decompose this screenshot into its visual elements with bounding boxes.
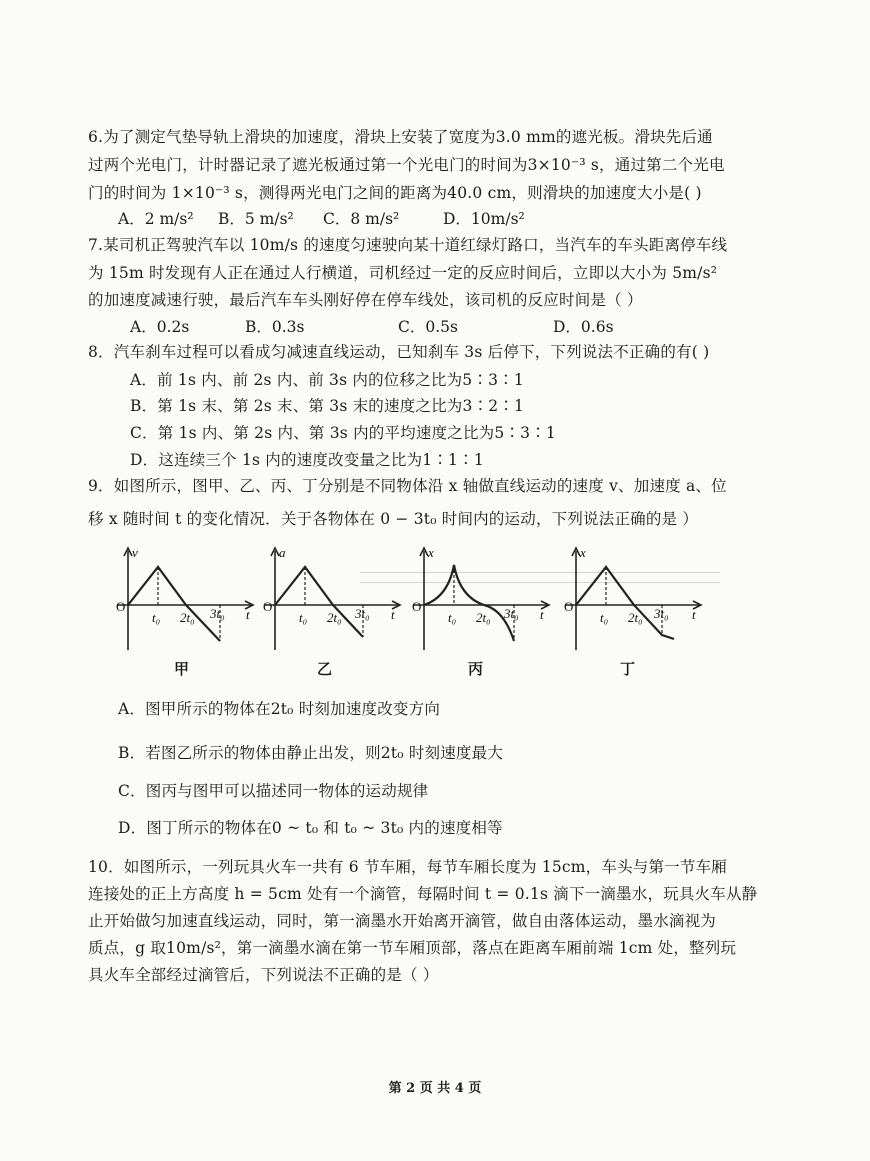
q7-option-d[interactable]: D．0.6s: [553, 318, 614, 336]
curve: [576, 567, 674, 639]
q9-option-d[interactable]: D．图丁所示的物体在0 ~ t₀ 和 t₀ ~ 3t₀ 内的速度相等: [118, 819, 503, 837]
q6-option-a[interactable]: A．2 m/s²: [118, 210, 194, 228]
q10-line-1: 10．如图所示，一列玩具火车一共有 6 节车厢，每节车厢长度为 15cm，车头与第一节车厢: [88, 858, 727, 876]
curve: [128, 567, 220, 641]
q6-option-c[interactable]: C．8 m/s²: [323, 210, 400, 228]
q9-line-1: 9．如图所示，图甲、乙、丙、丁分别是不同物体沿 x 轴做直线运动的速度 v、加速度 a、位: [88, 477, 727, 495]
graph-jia: [108, 545, 258, 655]
q9-option-a[interactable]: A．图甲所示的物体在2t₀ 时刻加速度改变方向: [118, 700, 441, 718]
graph-ding: [556, 545, 706, 655]
graph-caption-ding: 丁: [620, 660, 636, 678]
q6-option-d[interactable]: D．10m/s²: [443, 210, 525, 228]
q10-line-2: 连接处的正上方高度 h = 5cm 处有一个滴管，每隔时间 t = 0.1s 滴下一滴墨水，玩具火车从静: [88, 885, 758, 903]
tick-3t0: 3t₀: [355, 606, 370, 621]
q6-line-1: 6.为了测定气垫导轨上滑块的加速度，滑块上安装了宽度为3.0 mm的遮光板。滑块先后通: [88, 128, 713, 146]
curve: [424, 565, 514, 641]
tick-t0: t₀: [600, 610, 609, 625]
graph-bing: [404, 545, 554, 655]
t-label: t: [391, 607, 395, 622]
q10-line-4: 质点，g 取10m/s²，第一滴墨水滴在第一节车厢顶部，落点在距离车厢前端 1cm 处，整列玩: [88, 939, 737, 957]
q8-option-b[interactable]: B．第 1s 末、第 2s 末、第 3s 末的速度之比为3∶2∶1: [130, 397, 525, 415]
q8-option-d[interactable]: D．这连续三个 1s 内的速度改变量之比为1∶1∶1: [130, 451, 484, 469]
tick-2t0: 2t₀: [327, 610, 342, 625]
page-footer: 第 2 页 共 4 页: [388, 1081, 482, 1096]
q8-option-c[interactable]: C．第 1s 内、第 2s 内、第 3s 内的平均速度之比为5∶3∶1: [130, 424, 556, 442]
tick-3t0: 3t₀: [210, 606, 225, 621]
t-label: t: [540, 607, 544, 622]
tick-t0: t₀: [448, 610, 457, 625]
q7-line-3: 的加速度减速行驶，最后汽车车头刚好停在停车线处，该司机的反应时间是（ ）: [88, 291, 643, 309]
graph-ylabel: v: [132, 545, 138, 560]
q7-line-1: 7.某司机正驾驶汽车以 10m/s 的速度匀速驶向某十道红绿灯路口，当汽车的车头距离停车线: [88, 236, 728, 254]
graph-caption-yi: 乙: [317, 660, 333, 678]
q8-stem: 8．汽车刹车过程可以看成匀减速直线运动，已知刹车 3s 后停下，下列说法不正确的有( ): [88, 343, 710, 361]
graph-ylabel: a: [279, 545, 286, 560]
graph-ylabel: x: [428, 545, 434, 560]
origin-label: O: [564, 599, 574, 614]
q6-line-2: 过两个光电门，计时器记录了遮光板通过第一个光电门的时间为3×10⁻³ s，通过第二个光电: [88, 156, 725, 174]
q8-option-a[interactable]: A．前 1s 内、前 2s 内、前 3s 内的位移之比为5∶3∶1: [130, 371, 524, 389]
q9-option-c[interactable]: C．图丙与图甲可以描述同一物体的运动规律: [118, 782, 429, 800]
tick-t0: t₀: [152, 610, 161, 625]
tick-t0: t₀: [299, 610, 308, 625]
curve: [275, 567, 363, 637]
q9-option-b[interactable]: B．若图乙所示的物体由静止出发，则2t₀ 时刻速度最大: [118, 744, 504, 762]
q10-line-3: 止开始做匀加速直线运动，同时，第一滴墨水开始离开滴管，做自由落体运动，墨水滴视为: [88, 912, 717, 930]
origin-label: O: [116, 599, 126, 614]
t-label: t: [246, 607, 250, 622]
origin-label: O: [263, 599, 273, 614]
q9-line-2: 移 x 随时间 t 的变化情况．关于各物体在 0 − 3t₀ 时间内的运动，下列说法正确的是 ）: [88, 510, 699, 528]
q10-line-5: 具火车全部经过滴管后，下列说法不正确的是（ ）: [88, 966, 439, 984]
tick-2t0: 2t₀: [628, 610, 643, 625]
q6-line-3: 门的时间为 1×10⁻³ s，测得两光电门之间的距离为40.0 cm，则滑块的加速度大小是( ): [88, 184, 702, 202]
t-label: t: [692, 607, 696, 622]
q7-option-c[interactable]: C．0.5s: [398, 318, 458, 336]
graph-yi: [255, 545, 405, 655]
graph-caption-jia: 甲: [174, 660, 190, 678]
q6-option-b[interactable]: B．5 m/s²: [218, 210, 294, 228]
graph-ylabel: x: [580, 545, 586, 560]
q7-line-2: 为 15m 时发现有人正在通过人行横道，司机经过一定的反应时间后，立即以大小为 5m/s²: [88, 264, 718, 282]
tick-3t0: 3t₀: [654, 606, 669, 621]
q7-option-a[interactable]: A．0.2s: [130, 318, 190, 336]
origin-label: O: [412, 599, 422, 614]
tick-2t0: 2t₀: [476, 610, 491, 625]
q7-option-b[interactable]: B．0.3s: [245, 318, 305, 336]
graph-caption-bing: 丙: [468, 660, 484, 678]
tick-3t0: 3t₀: [504, 606, 519, 621]
tick-2t0: 2t₀: [180, 610, 195, 625]
